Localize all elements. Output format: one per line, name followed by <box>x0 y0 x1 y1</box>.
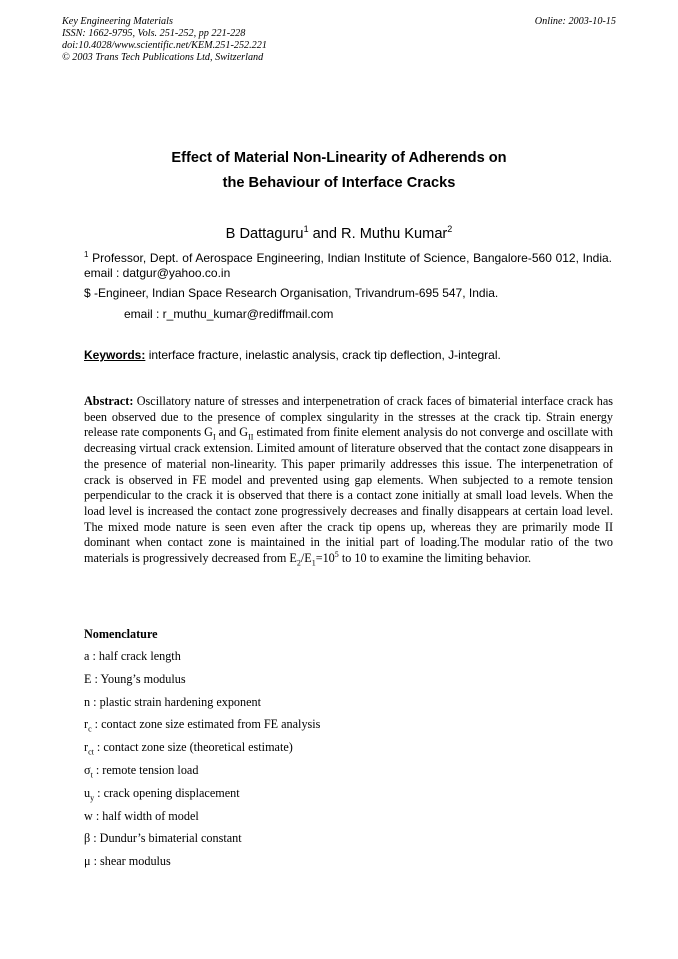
online-date: Online: 2003-10-15 <box>534 16 616 27</box>
author-list <box>0 220 678 243</box>
definition: : Dundur’s bimaterial constant <box>90 831 242 846</box>
abstract-sub-e2: 2 <box>296 558 301 568</box>
symbol-sub: ct <box>88 747 94 757</box>
nomenclature-item <box>84 695 484 718</box>
keywords-label: Keywords: <box>84 348 146 362</box>
symbol: β <box>84 831 91 846</box>
affiliation-1-mark: 1 <box>84 250 89 259</box>
nomenclature-item <box>84 831 484 854</box>
definition: : half crack length <box>89 649 181 663</box>
doi-line: doi:10.4028/www.scientific.net/KEM.251-252.221 <box>62 40 267 51</box>
author-2-mark: 2 <box>447 224 453 234</box>
paper-title <box>0 146 678 196</box>
symbol: r <box>84 717 89 732</box>
abstract-label: Abstract: <box>84 394 134 408</box>
abstract-sub-e1: 1 <box>311 558 316 568</box>
affiliation-2-email: email : r_muthu_kumar@rediffmail.com <box>124 307 334 321</box>
affiliation-1-text: Professor, Dept. of Aerospace Engineering, Indian Institute of Science, Bangalore-560 012, India. email : datgur@yahoo.co.in <box>84 251 629 280</box>
nomenclature-title: Nomenclature <box>84 627 158 641</box>
nomenclature-list <box>84 649 484 877</box>
author-1: B Dattaguru <box>225 225 304 242</box>
definition: : shear modulus <box>90 854 171 869</box>
definition: : contact zone size (theoretical estimate) <box>93 740 293 755</box>
symbol: E <box>84 671 92 686</box>
author-connector: and <box>308 225 342 242</box>
definition: : plastic strain hardening exponent <box>90 694 262 709</box>
symbol: r <box>84 740 89 755</box>
abstract-sup-exp: 5 <box>334 549 339 559</box>
symbol-sub: c <box>88 724 92 734</box>
symbol: n <box>84 694 91 709</box>
definition: : remote tension load <box>92 762 199 777</box>
abstract-text-3: estimated from finite element analysis do not converge and oscillate with decreasing virtual crack extension. Limited amount of literature observed that the contact zone disappears in the presence of material non-linearity. This paper primarily addresses this issue. The interpenetration of crack is observed in FE model and prevented using gap elements. When subjected to a remote tension perpendicular to the crack it is observed that there is a contact zone initially at small load levels. When the load level is increased the contact zone progressively decreases and finally disappears at certain load level. The mixed mode nature is seen even after the crack tip opens up, whereas they are primarily mode II dominant when contact zone is maintained in the initial part of loading.The modular ratio of the two materials is progressively decreased from E <box>84 425 613 566</box>
definition: : crack opening displacement <box>94 785 240 800</box>
abstract-text-6: to 10 to examine the limiting behavior. <box>338 551 532 566</box>
symbol: σ <box>84 762 91 777</box>
symbol: u <box>84 785 91 800</box>
symbol: w <box>84 808 93 823</box>
definition: : Young’s modulus <box>91 671 186 686</box>
abstract-sub-gii: II <box>248 432 254 442</box>
abstract-text-2: and G <box>215 425 249 440</box>
nomenclature-item <box>84 672 484 695</box>
keywords <box>84 348 501 363</box>
nomenclature-item <box>84 717 484 740</box>
symbol: a <box>84 649 90 663</box>
affiliation-1 <box>84 247 629 281</box>
symbol-sub: t <box>90 770 93 780</box>
abstract-text-5: =10 <box>315 551 335 566</box>
author-1-mark: 1 <box>303 224 309 234</box>
keywords-text: interface fracture, inelastic analysis, crack tip deflection, J-integral. <box>145 348 501 362</box>
nomenclature-item <box>84 809 484 832</box>
title-line-2: the Behaviour of Interface Cracks <box>222 175 456 191</box>
symbol-sub: y <box>90 793 95 803</box>
title-line-1: Effect of Material Non-Linearity of Adherends on <box>171 150 507 166</box>
journal-header <box>62 16 267 64</box>
nomenclature-item <box>84 740 484 763</box>
affiliation-2: $ -Engineer, Indian Space Research Organisation, Trivandrum-695 547, India. <box>84 286 499 300</box>
abstract-sub-gi: I <box>212 432 216 442</box>
nomenclature-item <box>84 854 484 877</box>
author-2: R. Muthu Kumar <box>341 225 448 242</box>
issn-line: ISSN: 1662-9795, Vols. 251-252, pp 221-228 <box>62 28 246 39</box>
nomenclature-item <box>84 786 484 809</box>
nomenclature-item <box>84 649 484 672</box>
copyright-line: © 2003 Trans Tech Publications Ltd, Switzerland <box>62 52 264 63</box>
nomenclature-item <box>84 763 484 786</box>
abstract-text-1: Oscillatory nature of stresses and interpenetration of crack faces of bimaterial interface crack has been observed due to the presence of complex singularity in the stresses at the crack tip. Strain energy release rate components G <box>84 394 613 440</box>
definition: : contact zone size estimated from FE analysis <box>91 717 321 732</box>
abstract-text-4: /E <box>300 551 312 566</box>
abstract <box>84 394 613 567</box>
journal-name: Key Engineering Materials <box>62 16 173 27</box>
definition: : half width of model <box>92 808 199 823</box>
symbol: μ <box>84 854 91 869</box>
